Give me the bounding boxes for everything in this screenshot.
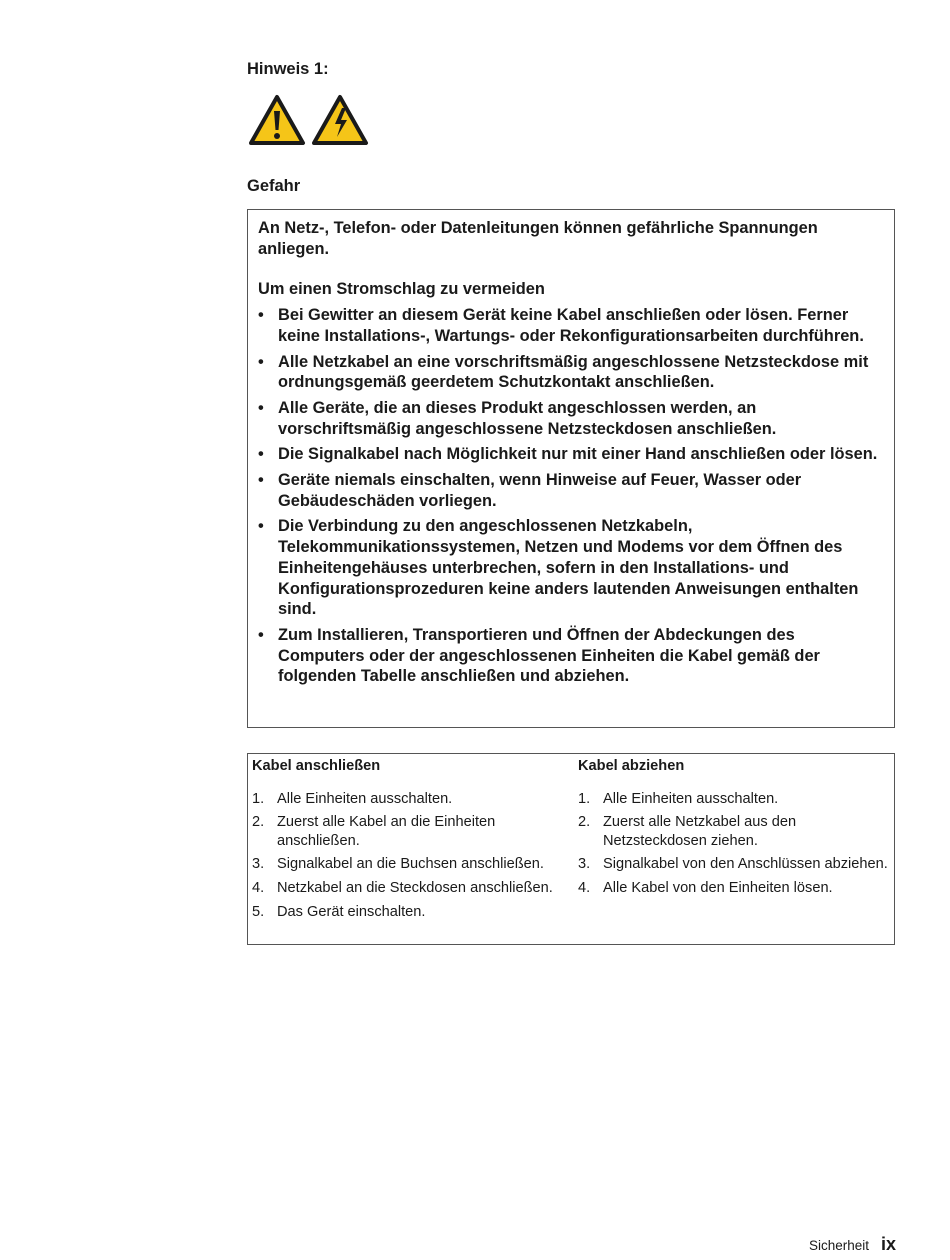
step-text: Zuerst alle Kabel an die Einheiten anschließen. xyxy=(277,814,496,849)
list-item: • Die Verbindung zu den angeschlossenen Netzkabeln, Telekommunikationssystemen, Netzen und Modems vor dem Öffnen des Einheitengehäuses unterbrechen, sofern in den Installations- und Konfigurationsprozeduren keine anders lautenden Anweisungen enthalten sind. xyxy=(258,516,882,620)
cable-table xyxy=(247,753,895,945)
list-item xyxy=(252,903,570,922)
connect-column xyxy=(248,754,574,944)
page-number: ix xyxy=(880,1234,896,1254)
footer-section: Sicherheit xyxy=(808,1238,869,1253)
step-number: 5. xyxy=(252,903,265,920)
page-footer xyxy=(809,1234,896,1255)
disconnect-column xyxy=(574,754,894,944)
step-text: Alle Einheiten ausschalten. xyxy=(603,790,779,807)
step-number: 1. xyxy=(578,790,591,807)
list-item: • Die Signalkabel nach Möglichkeit nur mit einer Hand anschließen oder lösen. xyxy=(258,444,882,465)
list-item: • Alle Netzkabel an eine vorschriftsmäßig angeschlossene Netzsteckdose mit ordnungsgemäß geerdetem Schutzkontakt anschließen. xyxy=(258,352,882,393)
connect-steps xyxy=(252,790,570,922)
list-item xyxy=(578,855,890,874)
list-item: • Geräte niemals einschalten, wenn Hinweise auf Feuer, Wasser oder Gebäudeschäden vorliegen. xyxy=(258,470,882,511)
danger-box xyxy=(247,209,895,728)
note-heading: Hinweis 1: xyxy=(247,60,329,78)
list-item xyxy=(578,879,890,898)
list-item: • Zum Installieren, Transportieren und Öffnen der Abdeckungen des Computers oder der angeschlossenen Einheiten die Kabel gemäß der folgenden Tabelle anschließen und abziehen. xyxy=(258,625,882,687)
danger-heading: Gefahr xyxy=(247,177,301,195)
step-text: Alle Kabel von den Einheiten lösen. xyxy=(603,879,833,896)
danger-lead: Um einen Stromschlag zu vermeiden xyxy=(258,280,545,299)
list-item xyxy=(252,813,570,850)
disconnect-header: Kabel abziehen xyxy=(578,758,685,774)
step-text: Zuerst alle Netzkabel aus den Netzsteckdosen ziehen. xyxy=(603,814,797,849)
list-item xyxy=(578,790,890,809)
step-text: Signalkabel von den Anschlüssen abziehen. xyxy=(603,856,888,873)
warning-exclamation-icon xyxy=(248,94,306,146)
list-item xyxy=(252,790,570,809)
step-text: Netzkabel an die Steckdosen anschließen. xyxy=(277,879,553,896)
hazard-icons xyxy=(248,94,369,146)
connect-header: Kabel anschließen xyxy=(252,758,381,774)
list-item xyxy=(252,879,570,898)
list-item: • Bei Gewitter an diesem Gerät keine Kabel anschließen oder lösen. Ferner keine Installations-, Wartungs- oder Rekonfigurationsarbeiten durchführen. xyxy=(258,305,882,346)
step-number: 1. xyxy=(252,790,265,807)
danger-intro: An Netz-, Telefon- oder Datenleitungen können gefährliche Spannungen anliegen. xyxy=(258,219,818,258)
step-number: 3. xyxy=(252,856,265,873)
list-item xyxy=(578,813,890,850)
danger-list xyxy=(258,305,882,687)
step-text: Alle Einheiten ausschalten. xyxy=(277,790,453,807)
step-number: 3. xyxy=(578,856,591,873)
list-item: • Alle Geräte, die an dieses Produkt angeschlossen werden, an vorschriftsmäßig angeschlossene Netzsteckdosen anschließen. xyxy=(258,398,882,439)
electrical-hazard-icon xyxy=(311,94,369,146)
step-number: 2. xyxy=(252,814,265,831)
step-text: Signalkabel an die Buchsen anschließen. xyxy=(277,856,544,873)
step-number: 4. xyxy=(578,879,591,896)
disconnect-steps xyxy=(578,790,890,898)
step-number: 4. xyxy=(252,879,265,896)
step-text: Das Gerät einschalten. xyxy=(277,903,426,920)
step-number: 2. xyxy=(578,814,591,831)
list-item xyxy=(252,855,570,874)
